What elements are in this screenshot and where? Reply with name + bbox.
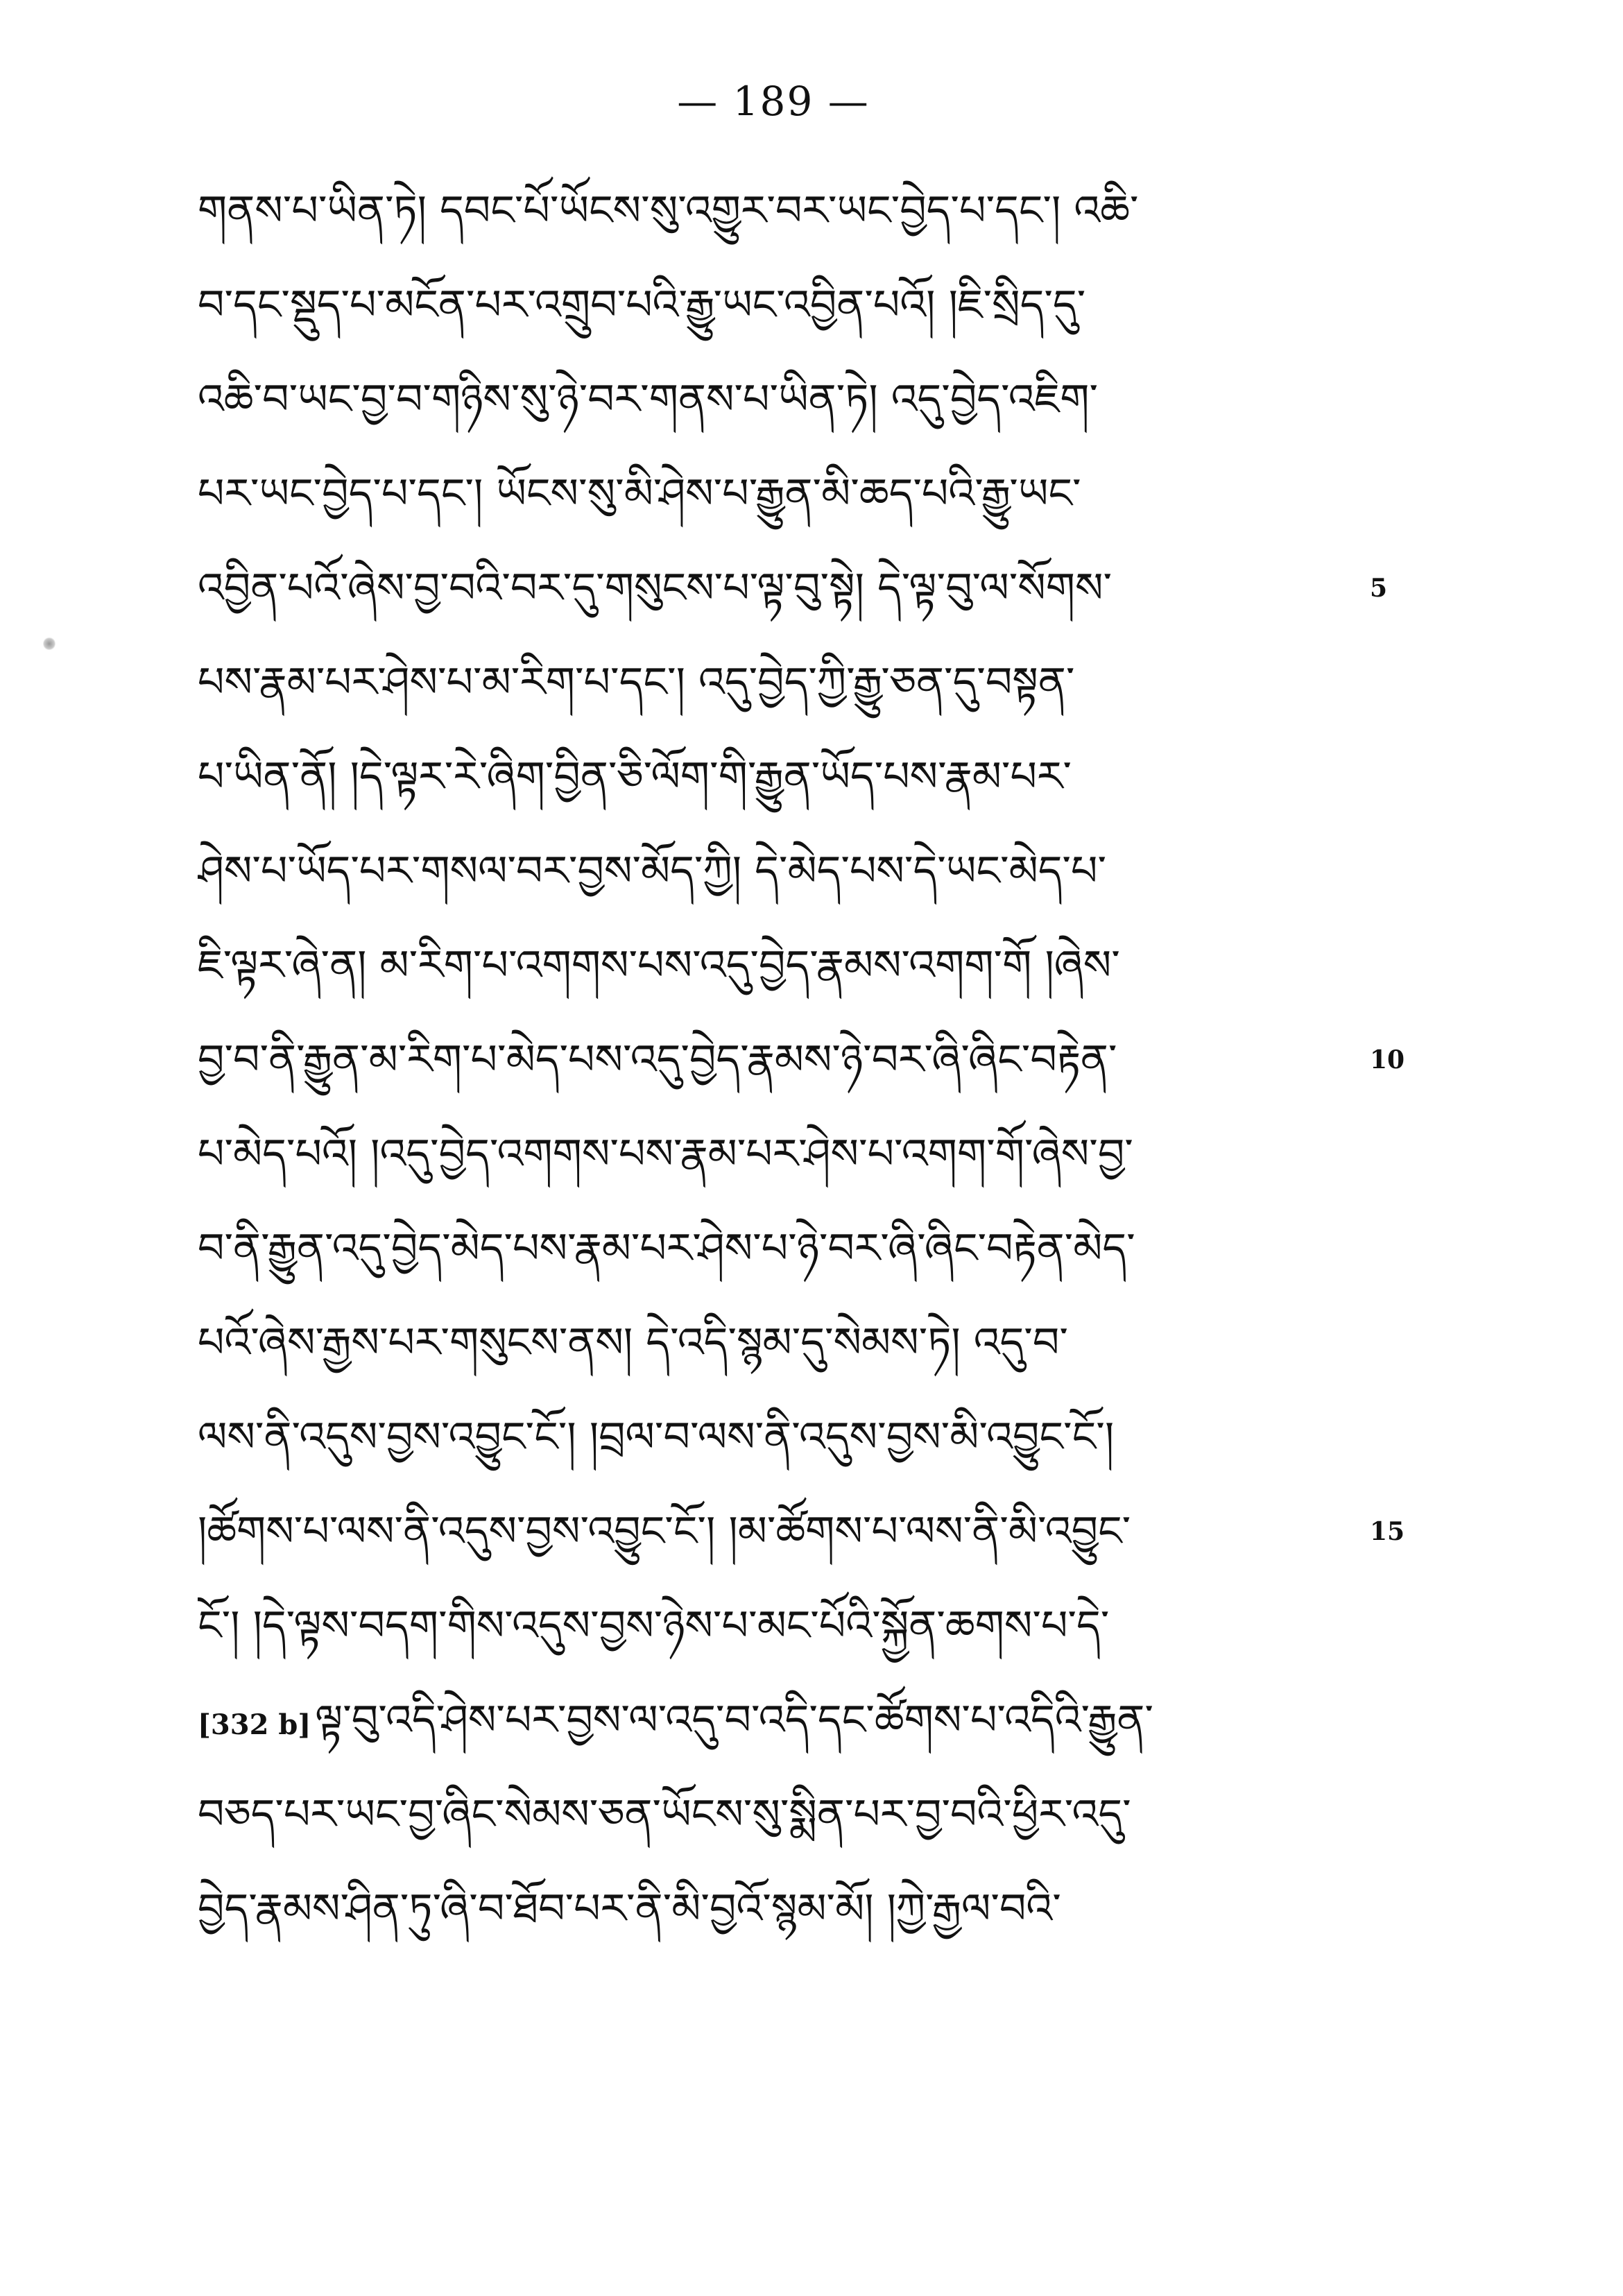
line-text: ལས་ནི་འདུས་བྱས་འབྱུང་ངོ་། །བྲལ་བ་ལས་ནི་འདུས་བྱས་མི་འབྱུང་ངོ་། <box>198 1413 1115 1462</box>
text-line <box>198 1767 1391 1862</box>
text-line <box>198 541 1391 635</box>
text-line <box>198 1673 1391 1767</box>
line-text: པས་རྣམ་པར་ཤེས་པ་མ་རིག་པ་དང་། འདུ་བྱེད་ཀྱི་རྒྱུ་ཅན་དུ་བསྟན་ <box>198 658 1075 707</box>
paper-speck <box>43 637 55 651</box>
text-line <box>198 824 1391 918</box>
text-line <box>198 1484 1391 1579</box>
line-text: བཅད་པར་ཡང་བྱ་ཞིང་སེམས་ཅན་ཡོངས་སུ་སྨིན་པར་བྱ་བའི་ཕྱིར་འདུ་ <box>198 1790 1131 1839</box>
line-text: ཇི་ལྟར་ཞེ་ན། མ་རིག་པ་འགགས་པས་འདུ་བྱེད་རྣམས་འགག་གོ །ཞེས་ <box>198 941 1120 990</box>
line-text: ངོ་། །དེ་ལྟས་བདག་གིས་འདུས་བྱས་ཉེས་པ་མང་པོའི་སྐྱོན་ཆགས་པ་དེ་ <box>198 1602 1110 1650</box>
text-line <box>198 635 1391 730</box>
line-text: པར་ཡང་བྱེད་པ་དང་། ཡོངས་སུ་མི་ཤེས་པ་རྒྱུན་མི་ཆད་པའི་རྒྱུ་ཡང་ <box>198 470 1081 518</box>
text-line <box>198 730 1391 824</box>
text-line <box>198 1579 1391 1673</box>
text-line <box>198 1296 1391 1390</box>
line-number: 15 <box>1370 1517 1405 1546</box>
line-text: པ་ཡིན་ནོ། །དེ་ལྟར་རེ་ཞིག་བྱིན་ཅི་ལོག་གི་རྒྱུན་ཡོད་པས་རྣམ་པར་ <box>198 753 1072 801</box>
line-text: པ་མེད་པའོ། །འདུ་བྱེད་འགགས་པས་རྣམ་པར་ཤེས་པ་འགག་གོ་ཞེས་བྱ་ <box>198 1130 1133 1179</box>
text-line <box>198 1862 1391 1956</box>
line-text: བ་ནི་རྒྱུན་འདུ་བྱེད་མེད་པས་རྣམ་པར་ཤེས་པ་ཉེ་བར་ཞི་ཞིང་བརྟེན་མེད་ <box>198 1224 1135 1273</box>
text-line <box>198 1201 1391 1296</box>
line-number: 10 <box>1370 1045 1405 1074</box>
text-line <box>198 1390 1391 1484</box>
line-text: བྱ་བ་ནི་རྒྱུན་མ་རིག་པ་མེད་པས་འདུ་བྱེད་རྣམས་ཉེ་བར་ཞི་ཞིང་བརྟེན་ <box>198 1036 1117 1084</box>
text-line <box>198 1013 1391 1107</box>
line-text: འཆི་བ་ཡང་བྱ་བ་གཉིས་སུ་ཉེ་བར་གནས་པ་ཡིན་ཏེ། འདུ་བྱེད་འཇིག་ <box>198 375 1099 424</box>
line-number: 5 <box>1370 574 1388 603</box>
text-line <box>198 164 1391 258</box>
line-text: །ཚོགས་པ་ལས་ནི་འདུས་བྱས་འབྱུང་ངོ་། །མ་ཚོགས་པ་ལས་ནི་མི་འབྱུང་ <box>198 1507 1131 1556</box>
page-number: — 189 — <box>677 78 870 125</box>
line-text: ཤེས་པ་ཡོད་པར་གསལ་བར་བྱས་མོད་ཀྱི། དེ་མེད་པས་དེ་ཡང་མེད་པ་ <box>198 847 1107 896</box>
folio-marker: [332 b] <box>198 1708 311 1741</box>
line-text: འབྱིན་པའོ་ཞེས་བྱ་བའི་བར་དུ་གསུངས་པ་ལྟ་བུ་སྟེ། དེ་ལྟ་བུ་ལ་སོགས་ <box>198 564 1113 612</box>
text-line <box>198 258 1391 352</box>
text-line <box>198 352 1391 447</box>
line-text: ལྟ་བུ་འདི་ཤེས་པར་བྱས་ལ་འདུ་བ་འདི་དང་ཚོགས་པ་འདིའི་རྒྱུན་ <box>315 1696 1154 1745</box>
line-text: གནས་པ་ཡིན་ཏེ། དབང་པོ་ཡོངས་སུ་འགྱུར་བར་ཡང་བྱེད་པ་དང་། འཆི་ <box>198 187 1139 235</box>
text-line <box>198 918 1391 1013</box>
text-line <box>198 1107 1391 1201</box>
tibetan-text-block <box>198 164 1391 1956</box>
text-line <box>198 447 1391 541</box>
line-text: པའོ་ཞེས་རྒྱས་པར་གསུངས་ནས། དེ་འདི་སྙམ་དུ་སེམས་ཏེ། འདུ་བ་ <box>198 1319 1068 1367</box>
line-text: བ་དང་སྡུད་པ་མངོན་པར་འགྲུབ་པའི་རྒྱུ་ཡང་འབྱིན་པའོ། །ཇི་སྲིད་དུ་ <box>198 281 1086 329</box>
line-text: བྱེད་རྣམས་ཤིན་ཏུ་ཞི་བ་ཐོབ་པར་ནི་མི་བྱའོ་སྙམ་མོ། །ཀྱེ་རྒྱལ་བའི་ <box>198 1885 1061 1933</box>
